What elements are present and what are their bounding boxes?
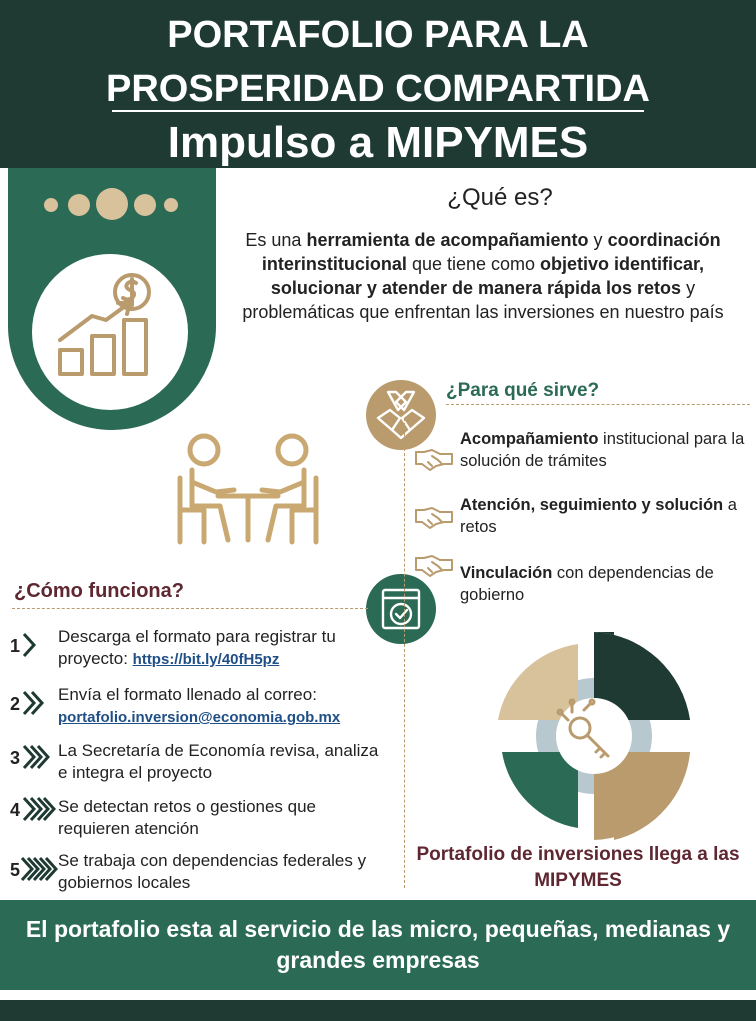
step-text: Se detectan retos o gestiones que requieren atención	[58, 797, 317, 838]
subtitle: Impulso a MIPYMES	[167, 118, 589, 167]
dashed-divider	[12, 608, 368, 609]
step-text	[58, 626, 388, 671]
step-text: La Secretaría de Economía revisa, analiza e integra el proyecto	[58, 741, 379, 782]
portfolio-caption: Portafolio de inversiones llega a las MIPYMES	[416, 844, 740, 891]
desc-bold: coordinación interinstitucional	[261, 230, 721, 274]
step-number: 1	[10, 636, 21, 656]
desc-part: y	[588, 230, 608, 250]
step-number: 3	[10, 748, 21, 768]
coins-growth-icon	[32, 254, 188, 410]
para-que-sirve-title: ¿Para qué sirve?	[446, 380, 600, 401]
chevron-right-icon	[22, 744, 50, 770]
benefit-bold: Atención, seguimiento y solución	[460, 496, 724, 514]
benefit-text: con dependencias de gobierno	[460, 564, 714, 604]
title-divider	[112, 110, 644, 112]
desc-part: Es una	[245, 230, 307, 250]
que-es-description	[230, 228, 736, 324]
desc-part: que tiene como	[406, 254, 541, 274]
decor-dot	[134, 194, 156, 216]
benefit-item	[460, 562, 750, 606]
portfolio-quadrant-graphic	[492, 628, 696, 842]
download-link[interactable]: https://bit.ly/40fH5pz	[132, 651, 280, 668]
handshake-icon	[414, 446, 454, 472]
benefit-bold: Acompañamiento	[460, 430, 599, 448]
decor-dot	[44, 198, 58, 212]
step-number: 5	[10, 860, 21, 880]
benefit-item	[460, 494, 750, 538]
step-desc: Envía el formato llenado al correo:	[58, 685, 317, 704]
header-banner	[0, 0, 756, 168]
como-funciona-title: ¿Cómo funciona?	[14, 580, 184, 602]
dashed-divider	[446, 404, 750, 405]
hands-together-icon	[366, 380, 436, 450]
handshake-icon	[414, 504, 454, 530]
step-text: Se trabaja con dependencias federales y gobiernos locales	[58, 851, 367, 892]
email-link[interactable]: portafolio.inversion@economia.gob.mx	[58, 709, 341, 726]
desc-part: y problemáticas que enfrentan las inversiones en nuestro país	[242, 278, 724, 322]
benefit-text: institucional para la solución de trámites	[460, 430, 745, 470]
step-number: 4	[10, 800, 21, 820]
que-es-title: ¿Qué es?	[447, 184, 553, 211]
step-desc: Descarga el formato para registrar tu proyecto:	[58, 627, 336, 668]
chevron-right-icon	[22, 796, 56, 822]
decor-dot	[164, 198, 178, 212]
footer-text: El portafolio esta al servicio de las micro, pequeñas, medianas y grandes empresas	[25, 916, 731, 973]
chevron-right-icon	[22, 632, 38, 658]
growth-icon-circle	[32, 254, 188, 410]
footer-strip	[0, 1000, 756, 1021]
footer-banner	[0, 900, 756, 990]
benefit-bold: Vinculación	[460, 564, 553, 582]
benefit-text: a retos	[460, 496, 737, 536]
title-line-1: PORTAFOLIO PARA LA	[167, 14, 589, 56]
dashed-vertical-divider	[404, 418, 405, 888]
desc-bold: herramienta de acompañamiento	[306, 230, 589, 250]
meeting-people-icon	[168, 430, 328, 548]
side-ribbon	[8, 168, 216, 430]
benefit-item	[460, 428, 750, 472]
hands-circle	[366, 380, 436, 450]
chevron-right-icon	[20, 856, 58, 882]
decor-dot	[68, 194, 90, 216]
desc-bold: objetivo identificar, solucionar y atender de manera rápida los retos	[270, 254, 705, 298]
decor-dot	[96, 188, 128, 220]
step-text	[58, 684, 388, 729]
title-line-2: PROSPERIDAD COMPARTIDA	[106, 68, 650, 110]
chevron-right-icon	[22, 690, 46, 716]
step-number: 2	[10, 694, 21, 714]
